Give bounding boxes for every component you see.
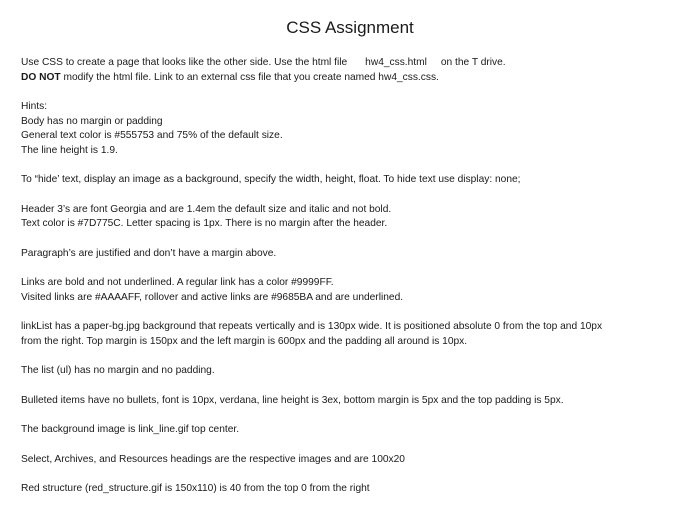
paragraph-line: The background image is link_line.gif top center. [21,424,240,435]
paragraph-line: linkList has a paper-bg.jpg background that repeats vertically and is 130px wide. It is positioned absolute 0 from the top and 10px [21,321,603,332]
paragraph-line: The list (ul) has no margin and no padding. [21,365,215,376]
paragraph-line: Paragraph’s are justified and don’t have a margin above. [21,247,277,259]
paragraph-line: Links are bold and not underlined. A regular link has a color #9999FF. [21,277,334,288]
paragraph-justify [21,247,691,262]
page-title: CSS Assignment [286,18,414,37]
intro-line-2-text: modify the html file. Link to an external css file that you create named hw4_css.css. [60,71,439,83]
paragraph-line: Bulleted items have no bullets, font is 10px, verdana, line height is 3ex, bottom margin is 5px and the top padding is 5px. [21,394,564,406]
paragraph-bullets [21,394,691,409]
intro-text-a: Use CSS to create a page that looks like the other side. Use the html file [21,57,348,68]
hint-line: Body has no margin or padding [21,115,163,127]
document-body [21,56,691,512]
intro-line-1 [21,56,691,71]
html-file-name: hw4_css.html [365,57,427,68]
paragraph-line: Visited links are #AAAAFF, rollover and active links are #9685BA and are underlined. [21,291,404,303]
paragraph-list [21,364,691,379]
hints-section [21,100,691,158]
paragraph-background-image [21,423,691,438]
paragraph-header3 [21,203,691,232]
paragraph-links [21,276,691,305]
paragraph-linklist [21,320,691,349]
paragraph-line: Select, Archives, and Resources headings are the respective images and are 100x20 [21,453,405,465]
paragraph-line: Text color is #7D775C. Letter spacing is 1px. There is no margin after the header. [21,218,388,229]
paragraph-line: from the right. Top margin is 150px and the left margin is 600px and the padding all around is 10px. [21,335,468,347]
paragraph-line: Red structure (red_structure.gif is 150x110) is 40 from the top 0 from the right [21,483,370,494]
paragraph-line: Header 3’s are font Georgia and are 1.4em the default size and italic and not bold. [21,203,392,215]
intro-text-b: on the T drive. [440,57,506,68]
intro-line-2 [21,71,691,86]
hint-line: The line height is 1.9. [21,144,118,156]
intro-paragraph [21,56,691,85]
hints-heading: Hints: [21,101,48,112]
paragraph-headings [21,453,691,468]
do-not-emphasis: DO NOT [21,71,61,83]
hint-line: General text color is #555753 and 75% of the default size. [21,130,283,141]
paragraph-red-structure [21,482,691,497]
paragraph-line: To “hide’ text, display an image as a background, specify the width, height, float. To hide text use display: none; [21,174,521,185]
paragraph-hide-text [21,173,691,188]
